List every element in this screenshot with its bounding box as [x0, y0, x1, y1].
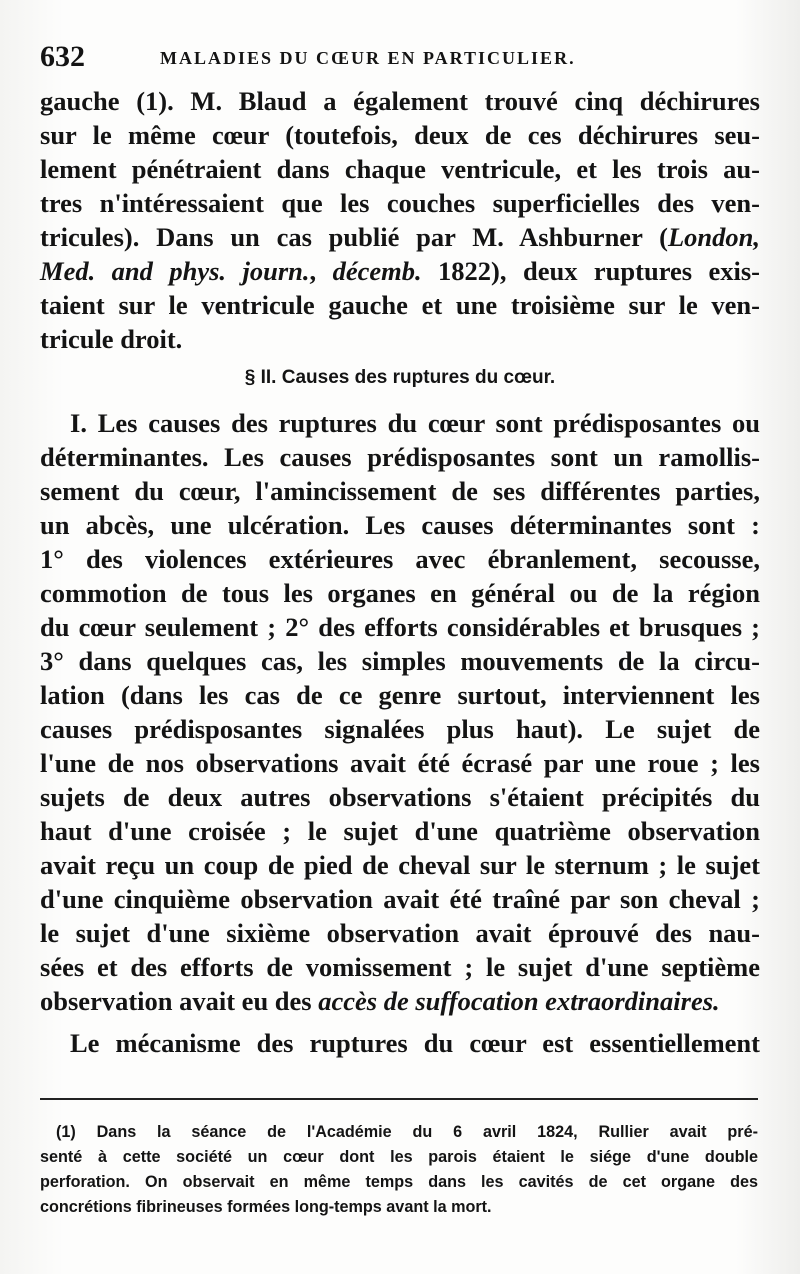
text-line: tricule droit. — [40, 324, 183, 354]
text-line: tres n'intéressaient que les couches superficielles des ven- — [40, 188, 760, 218]
page-number: 632 — [40, 40, 85, 73]
footnote-line: perforation. On observait en même temps dans les cavités de cet organe des — [40, 1173, 758, 1191]
text-line: sées et des efforts de vomissement ; le sujet d'une septième — [40, 952, 760, 982]
text-line: sur le même cœur (toutefois, deux de ces déchirures seu- — [40, 120, 760, 150]
text-line: du cœur seulement ; 2° des efforts considérables et brusques ; — [40, 612, 760, 642]
text-line: sujets de deux autres observations s'étaient précipités du — [40, 782, 760, 812]
text-line: 3° dans quelques cas, les simples mouvements de la circu- — [40, 646, 760, 676]
text-line: un abcès, une ulcération. Les causes déterminantes sont : — [40, 510, 760, 540]
text-line — [40, 220, 760, 254]
italic-phrase: accès de suffocation extraordinaires. — [318, 986, 720, 1016]
footnote — [40, 1120, 758, 1220]
text-fragment: , — [309, 256, 333, 286]
running-title: MALADIES DU CŒUR EN PARTICULIER. — [160, 48, 576, 68]
footnote-rule — [40, 1098, 758, 1100]
text-line: commotion de tous les organes en général ou de la région — [40, 578, 760, 608]
text-line: 1° des violences extérieures avec ébranlement, secousse, — [40, 544, 760, 574]
text-line: déterminantes. Les causes prédisposantes sont un ramollis- — [40, 442, 760, 472]
page-header — [40, 40, 760, 80]
footnote-line: (1) Dans la séance de l'Académie du 6 avril 1824, Rullier avait pré- — [56, 1123, 758, 1141]
footnote-line: concrétions fibrineuses formées long-temps avant la mort. — [40, 1198, 492, 1216]
text-line: d'une cinquième observation avait été traîné par son cheval ; — [40, 884, 760, 914]
text-fragment: tricules). Dans un cas publié par M. Ashburner ( — [40, 222, 668, 252]
text-fragment: 1822), deux ruptures exis- — [421, 256, 761, 286]
text-line: avait reçu un coup de pied de cheval sur le sternum ; le sujet — [40, 850, 760, 880]
text-line — [40, 254, 760, 288]
text-line: taient sur le ventricule gauche et une troisième sur le ven- — [40, 290, 760, 320]
text-line: l'une de nos observations avait été écrasé par une roue ; les — [40, 748, 760, 778]
text-line: Le mécanisme des ruptures du cœur est essentiellement — [70, 1028, 760, 1058]
text-fragment: observation avait eu des — [40, 986, 319, 1016]
footnote-line: senté à cette société un cœur dont les parois étaient le siége d'une double — [40, 1148, 758, 1166]
section-heading: § II. Causes des ruptures du cœur. — [244, 367, 556, 388]
text-line: lation (dans les cas de ce genre surtout, interviennent les — [40, 680, 760, 710]
text-line: I. Les causes des ruptures du cœur sont prédisposantes ou — [70, 408, 760, 438]
text-line: sement du cœur, l'amincissement de ses différentes parties, — [40, 476, 760, 506]
text-line: le sujet d'une sixième observation avait éprouvé des nau- — [40, 918, 760, 948]
text-line: gauche (1). M. Blaud a également trouvé cinq déchirures — [40, 86, 760, 116]
main-text — [40, 84, 760, 1060]
italic-citation: Med. and phys. journ. — [40, 256, 310, 286]
text-line: causes prédisposantes signalées plus haut). Le sujet de — [40, 714, 760, 744]
italic-citation: London, — [667, 222, 760, 252]
text-line: haut d'une croisée ; le sujet d'une quatrième observation — [40, 816, 760, 846]
text-line: lement pénétraient dans chaque ventricule, et les trois au- — [40, 154, 760, 184]
italic-citation: décemb. — [332, 256, 422, 286]
text-line — [40, 984, 760, 1018]
